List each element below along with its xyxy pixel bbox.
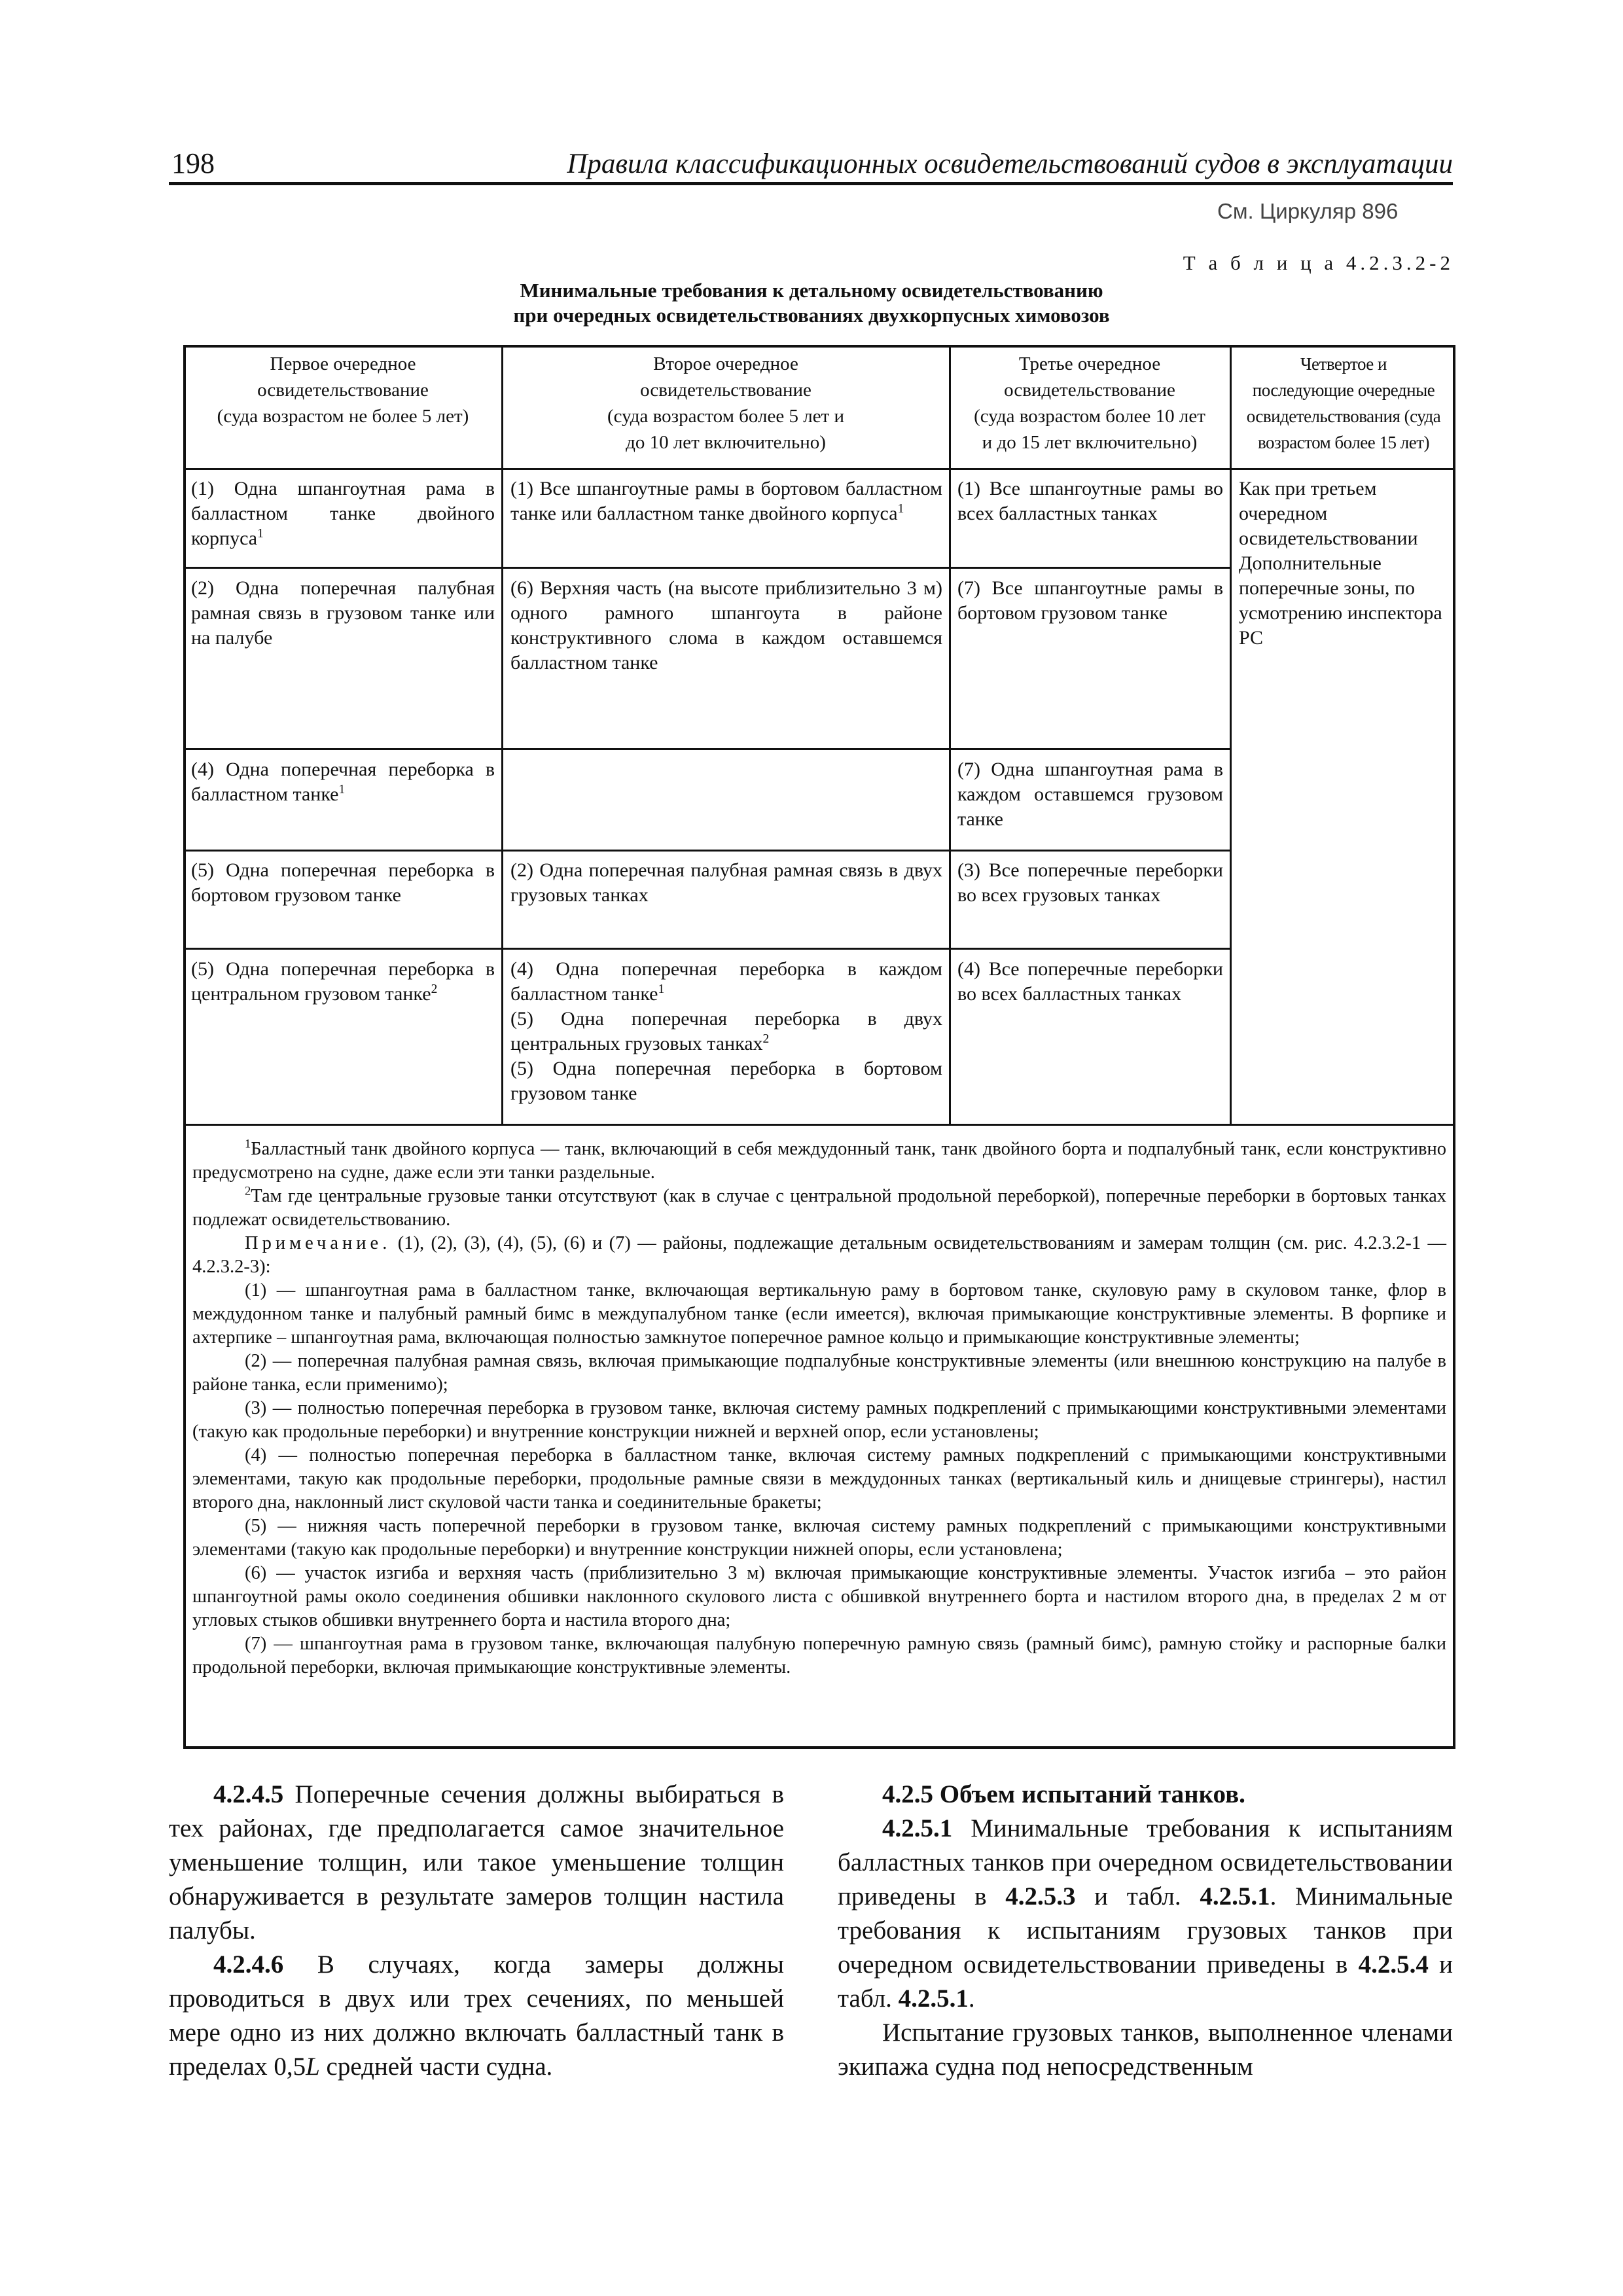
clause-ref: 4.2.5.1 bbox=[1200, 1882, 1270, 1910]
cell-text: (5) Одна поперечная переборка в центральном грузовом танке bbox=[191, 958, 495, 1005]
cell-text: (4) Все поперечные переборки во всех балластных танках bbox=[957, 958, 1223, 1005]
circular-note: См. Циркуляр 896 bbox=[1217, 199, 1399, 223]
header-line: (суда возрастом не более 5 лет) bbox=[217, 406, 469, 427]
footnote-mark: 1 bbox=[257, 527, 264, 541]
table-cell bbox=[191, 957, 495, 1007]
header-line: Второе очередное bbox=[653, 353, 798, 374]
clause-ref: 4.2.5.1 bbox=[898, 1984, 969, 2013]
clause-number: 4.2.4.5 bbox=[213, 1780, 284, 1808]
cell-text: (1) Одна шпангоутная рама в балластном танке двойного корпуса bbox=[191, 478, 495, 549]
header-line: (суда возрастом более 5 лет и bbox=[607, 406, 845, 427]
row-divider bbox=[183, 748, 1230, 750]
footnote-text: Там где центральные грузовые танки отсутствуют (как в случае с центральной продольной переборкой), поперечные переборки в бортовых танках подлежат освидетельствованию. bbox=[192, 1186, 1446, 1230]
header-line: и до 15 лет включительно) bbox=[982, 432, 1198, 453]
table-cell bbox=[510, 957, 942, 1106]
caption-line: Минимальные требования к детальному освидетельствованию bbox=[520, 279, 1103, 302]
footnote-mark: 2 bbox=[762, 1032, 770, 1046]
header-line: Третье очередное bbox=[1018, 353, 1161, 374]
footnote-text: Балластный танк двойного корпуса — танк, включающий в себя междудонный танк, танк двойного борта и подпалубный танк, если конструктивно предусмотрено на судне, даже если эти танки раздельные. bbox=[192, 1139, 1446, 1183]
table-cell bbox=[1239, 476, 1450, 651]
running-title: Правила классификационных освидетельствований судов в эксплуатации bbox=[567, 149, 1453, 179]
header-line: возрастом более 15 лет) bbox=[1257, 433, 1430, 452]
column-header bbox=[505, 351, 946, 456]
paragraph-text: и табл. bbox=[838, 1950, 1453, 2013]
footnote-mark: 1 bbox=[245, 1137, 251, 1151]
cell-text: (4) Одна поперечная переборка в балластном танке bbox=[191, 759, 495, 805]
clause-ref: 4.2.5.4 bbox=[1358, 1950, 1429, 1979]
note-item: (3) — полностью поперечная переборка в грузовом танке, включая систему рамных подкреплений с примыкающими конструктивными элементами (такую как продольные переборки) и внутренние конструкции нижней и верхней опор, если установлены; bbox=[192, 1398, 1446, 1442]
table-cell bbox=[957, 476, 1223, 526]
note-item: (5) — нижняя часть поперечной переборки в грузовом танке, включая систему рамных подкреплений с примыкающими конструктивными элементами (такую как продольные переборки) и внутренние конструкции нижней опоры, если установлена; bbox=[192, 1516, 1446, 1560]
table-label: Т а б л и ц а 4.2.3.2-2 bbox=[1183, 251, 1454, 274]
column-header bbox=[1233, 351, 1454, 456]
table-cell bbox=[191, 757, 495, 807]
cell-text: (5) Одна поперечная переборка в бортовом грузовом танке bbox=[510, 1058, 942, 1104]
table-cell bbox=[510, 858, 942, 908]
clause-number: 4.2.5.1 bbox=[882, 1814, 953, 1842]
cell-text: (6) Верхняя часть (на высоте приблизительно 3 м) одного рамного шпангоута в районе конструктивного слома в каждом оставшемся балластном танке bbox=[510, 577, 942, 673]
paragraph bbox=[838, 1812, 1453, 2016]
row-divider bbox=[183, 1124, 1455, 1126]
table-cell bbox=[957, 757, 1223, 832]
cell-text: (7) Одна шпангоутная рама в каждом оставшемся грузовом танке bbox=[957, 759, 1223, 830]
paragraph-text: средней части судна. bbox=[319, 2053, 553, 2081]
row-divider bbox=[183, 567, 1230, 569]
cell-text: (1) Все шпангоутные рамы во всех балластных танках bbox=[957, 478, 1223, 524]
paragraph-text: В случаях, когда замеры должны проводиться в двух или трех сечениях, по меньшей мере одно из них должно включать балластный танк в пределах 0,5 bbox=[169, 1950, 784, 2081]
table-cell bbox=[191, 858, 495, 908]
note-item: (7) — шпангоутная рама в грузовом танке, включающая палубную поперечную рамную связь (рамный бимс), рамную стойку и распорные балки продольной переборки, включая примыкающие конструктивные элементы. bbox=[192, 1634, 1446, 1677]
footnote-mark: 1 bbox=[338, 783, 346, 797]
paragraph-text: и табл. bbox=[1075, 1882, 1200, 1910]
paragraph-text: Минимальные требования к испытаниям балластных танков при очередном освидетельствовании приведены в bbox=[838, 1814, 1453, 1910]
table-cell bbox=[191, 476, 495, 551]
note-text: (1), (2), (3), (4), (5), (6) и (7) — районы, подлежащие детальным освидетельствованиям и замерам толщин (см. рис. 4.2.3.2-1 — 4.2.3.2-3): bbox=[192, 1233, 1446, 1277]
note-item: (1) — шпангоутная рама в балластном танке, включающая вертикальную раму в бортовом танке, скуловую раму в скуловом танке, флор в междудонном танке и палубный рамный бимс в междупалубном танке (если имеется), включая примыкающие конструктивные элементы. В форпике и ахтерпике – шпангоутная рама, включающая полностью замкнутое поперечное рамное кольцо и примыкающие конструктивные элементы; bbox=[192, 1280, 1446, 1348]
table-cell bbox=[510, 576, 942, 675]
column-divider bbox=[949, 345, 951, 1124]
cell-text: (1) Все шпангоутные рамы в бортовом балластном танке или балластном танке двойного корпуса bbox=[510, 478, 942, 524]
cell-text: (2) Одна поперечная палубная рамная связь в грузовом танке или на палубе bbox=[191, 577, 495, 649]
table-cell bbox=[957, 957, 1223, 1007]
header-line: освидетельствование bbox=[1004, 380, 1175, 401]
page-header bbox=[169, 144, 1453, 185]
row-divider bbox=[183, 948, 1230, 950]
paragraph-text: . bbox=[968, 1984, 975, 2013]
note-item: (2) — поперечная палубная рамная связь, включая примыкающие подпалубные конструктивные элементы (или внешнюю конструкцию на палубе в районе танка, если применимо); bbox=[192, 1351, 1446, 1395]
table-cell bbox=[957, 858, 1223, 908]
header-line: последующие очередные bbox=[1252, 380, 1435, 400]
row-divider bbox=[183, 850, 1230, 852]
footnote-mark: 1 bbox=[658, 982, 665, 996]
column-divider bbox=[1230, 345, 1232, 1124]
note-label: Примечание. bbox=[245, 1233, 391, 1253]
row-divider bbox=[183, 468, 1455, 470]
header-line: Четвертое и bbox=[1300, 354, 1387, 374]
footnote-mark: 2 bbox=[245, 1184, 251, 1198]
header-line: до 10 лет включительно) bbox=[626, 432, 826, 453]
cell-text: (5) Одна поперечная переборка в двух центральных грузовых танках bbox=[510, 1008, 942, 1054]
header-line: освидетельствования (суда bbox=[1246, 406, 1441, 426]
cell-text: (2) Одна поперечная палубная рамная связь в двух грузовых танках bbox=[510, 859, 942, 906]
cell-text: Дополнительные поперечные зоны, по усмотрению инспектора РС bbox=[1239, 552, 1442, 649]
caption-line: при очередных освидетельствованиях двухкорпусных химовозов bbox=[513, 304, 1110, 327]
header-line: Первое очередное bbox=[270, 353, 416, 374]
header-line: освидетельствование bbox=[640, 380, 812, 401]
paragraph bbox=[169, 1948, 784, 2084]
table-cell bbox=[957, 576, 1223, 626]
paragraph-text: Поперечные сечения должны выбираться в тех районах, где предполагается самое значительное уменьшение толщин, или такое уменьшение толщин обнаруживается в результате замеров толщин настила палубы. bbox=[169, 1780, 784, 1945]
footnote-mark: 2 bbox=[431, 982, 438, 996]
clause-number: 4.2.4.6 bbox=[213, 1950, 284, 1979]
body-column-right bbox=[838, 1778, 1453, 2084]
note-item: (4) — полностью поперечная переборка в балластном танке, включая систему рамных подкреплений с примыкающими конструктивными элементами, такую как продольные переборки, продольные рамные связи в междудонных танках (вертикальный киль и днищевые стрингеры), настил второго дна, наклонный лист скуловой части танка и соединительные бракеты; bbox=[192, 1445, 1446, 1513]
heading-text: 4.2.5 Объем испытаний танков. bbox=[882, 1780, 1245, 1808]
footnote-mark: 1 bbox=[897, 502, 904, 516]
column-divider bbox=[501, 345, 503, 1124]
table-caption bbox=[419, 278, 1204, 328]
note-item: (6) — участок изгиба и верхняя часть (приблизительно 3 м) включая примыкающие конструктивные элементы. Участок изгиба – это район шпангоутной рамы около соединения обшивки наклонного скулового листа с обшивкой внутреннего борта и настилом второго дна, в пределах 2 м от угловых стыков обшивки внутреннего борта и настила второго дна; bbox=[192, 1563, 1446, 1630]
header-line: (суда возрастом более 10 лет bbox=[974, 406, 1205, 427]
clause-ref: 4.2.5.3 bbox=[1005, 1882, 1076, 1910]
column-header bbox=[952, 351, 1228, 456]
paragraph bbox=[169, 1778, 784, 1948]
paragraph-text: . Минимальные требования к испытаниям грузовых танков при очередном освидетельствовании приведены в bbox=[838, 1882, 1453, 1979]
table-cell bbox=[510, 476, 942, 526]
paragraph: Испытание грузовых танков, выполненное членами экипажа судна под непосредственным bbox=[838, 2018, 1453, 2081]
cell-text: (4) Одна поперечная переборка в каждом балластном танке bbox=[510, 958, 942, 1005]
cell-text: (3) Все поперечные переборки во всех грузовых танках bbox=[957, 859, 1223, 906]
section-heading bbox=[838, 1778, 1453, 1812]
cell-text: (5) Одна поперечная переборка в бортовом грузовом танке bbox=[191, 859, 495, 906]
page-number: 198 bbox=[171, 147, 215, 179]
column-header bbox=[187, 351, 499, 429]
body-column-left bbox=[169, 1778, 784, 2084]
table-notes bbox=[192, 1138, 1446, 1679]
header-line: освидетельствование bbox=[257, 380, 429, 401]
cell-text: (7) Все шпангоутные рамы в бортовом грузовом танке bbox=[957, 577, 1223, 624]
paragraph-text: L bbox=[306, 2053, 320, 2081]
cell-text: Как при третьем очередном освидетельствовании bbox=[1239, 478, 1418, 549]
table-cell bbox=[191, 576, 495, 651]
